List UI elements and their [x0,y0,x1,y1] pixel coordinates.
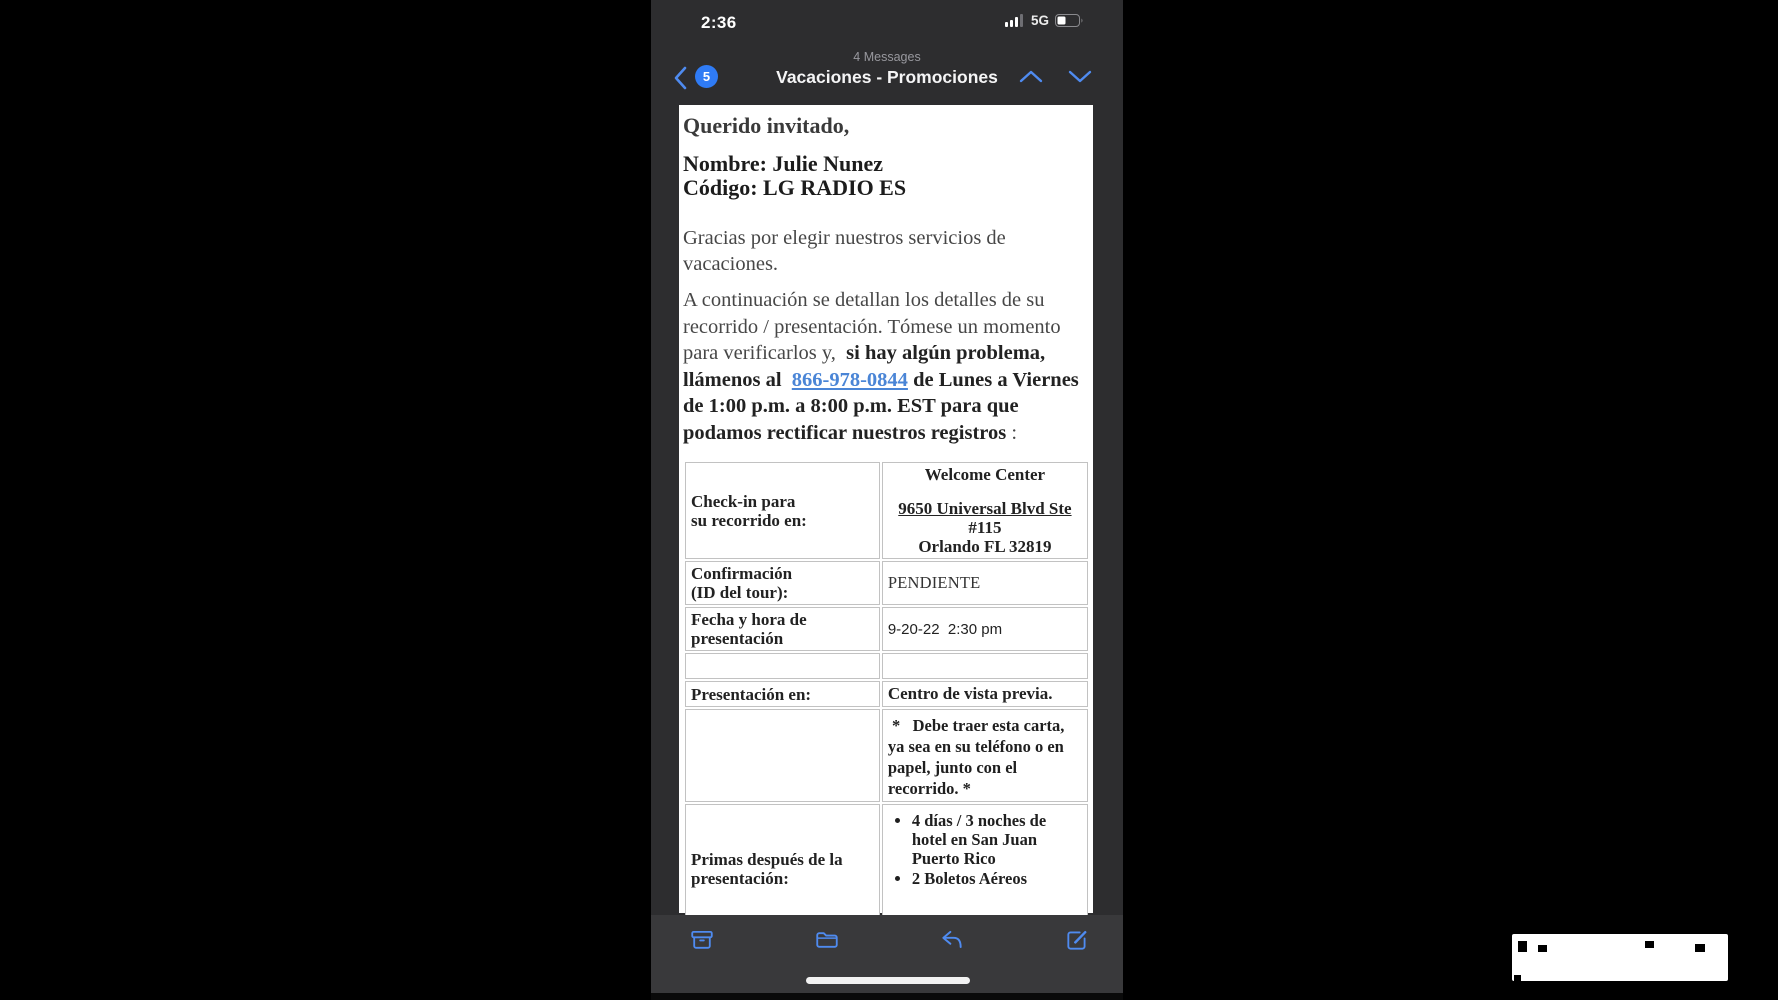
battery-icon [1055,14,1084,28]
status-time: 2:36 [701,13,737,32]
empty-cell [685,709,880,802]
details-paragraph: A continuación se detallan los detalles de su recorrido / presentación. Tómese un momento para verificarlos y, si hay algún problema, llámenos al 866-978-0844 de Lunes a Viernes de 1:00 p.m. a 8:00 p.m. EST para que podamos rectificar nuestros registros : [683,289,1084,444]
empty-cell [685,653,880,679]
reply-icon [939,927,965,953]
archive-button[interactable] [689,927,715,953]
status-icons [1005,13,1084,28]
folder-icon [814,927,840,953]
compose-icon [1064,927,1090,953]
perk-item: • 4 días / 3 noches de hotel en San Juan Puerto Rico [912,811,1082,868]
unread-count-badge: 5 [695,65,718,88]
table-row [685,561,1088,605]
perks-label-cell: Primas después de la presentación: [685,804,880,934]
confirmation-value-cell: PENDIENTE [882,561,1088,605]
cellular-signal-icon [1005,14,1025,27]
table-row [685,607,1088,651]
confirmation-label-cell: Confirmación (ID del tour): [685,561,880,605]
chevron-up-icon [1019,69,1043,84]
back-button[interactable] [673,64,735,92]
guest-code-line: Código: LG RADIO ES [683,175,907,200]
empty-cell [882,653,1088,679]
network-type-label: 5G [1031,13,1050,28]
table-row [685,681,1088,707]
table-row [685,462,1088,559]
email-body[interactable] [679,105,1093,913]
email-subject-title: Vacaciones - Promociones [776,67,998,87]
previous-message-button[interactable] [1019,69,1043,84]
screen-bottom-edge [651,993,1123,1000]
presentation-label-cell: Presentación en: [685,681,880,707]
chevron-down-icon [1068,69,1092,84]
table-row [685,653,1088,679]
next-message-button[interactable] [1068,69,1092,84]
table-row [685,709,1088,802]
redaction-patch [1512,934,1728,981]
archive-icon [689,927,715,953]
perk-item: • 2 Boletos Aéreos [912,869,1082,888]
presentation-value-cell: Centro de vista previa. [882,681,1088,707]
guest-name-line: Nombre: Julie Nunez [683,151,884,176]
thread-message-count: 4 Messages [853,50,921,64]
address-link[interactable]: 9650 Universal Blvd Ste [898,499,1072,518]
reply-button[interactable] [939,927,965,953]
home-indicator[interactable] [806,977,970,984]
chevron-left-icon [673,66,687,90]
thanks-paragraph: Gracias por elegir nuestros servicios de vacaciones. [683,227,1006,275]
move-to-folder-button[interactable] [814,927,840,953]
compose-button[interactable] [1064,927,1090,953]
date-label-cell: Fecha y hora de presentación [685,607,880,651]
checkin-value-cell: Welcome Center 9650 Universal Blvd Ste #115 Orlando FL 32819 [882,462,1088,559]
phone-screen [651,0,1123,1000]
checkin-label-cell: Check-in para su recorrido en: [685,462,880,559]
date-value-cell: 9-20-22 2:30 pm [882,607,1088,651]
phone-number-link[interactable]: 866-978-0844 [791,368,908,391]
email-greeting: Querido invitado, [683,113,850,138]
bring-letter-note-cell: * Debe traer esta carta, ya sea en su teléfono o en papel, junto con el recorrido. * [882,709,1088,802]
